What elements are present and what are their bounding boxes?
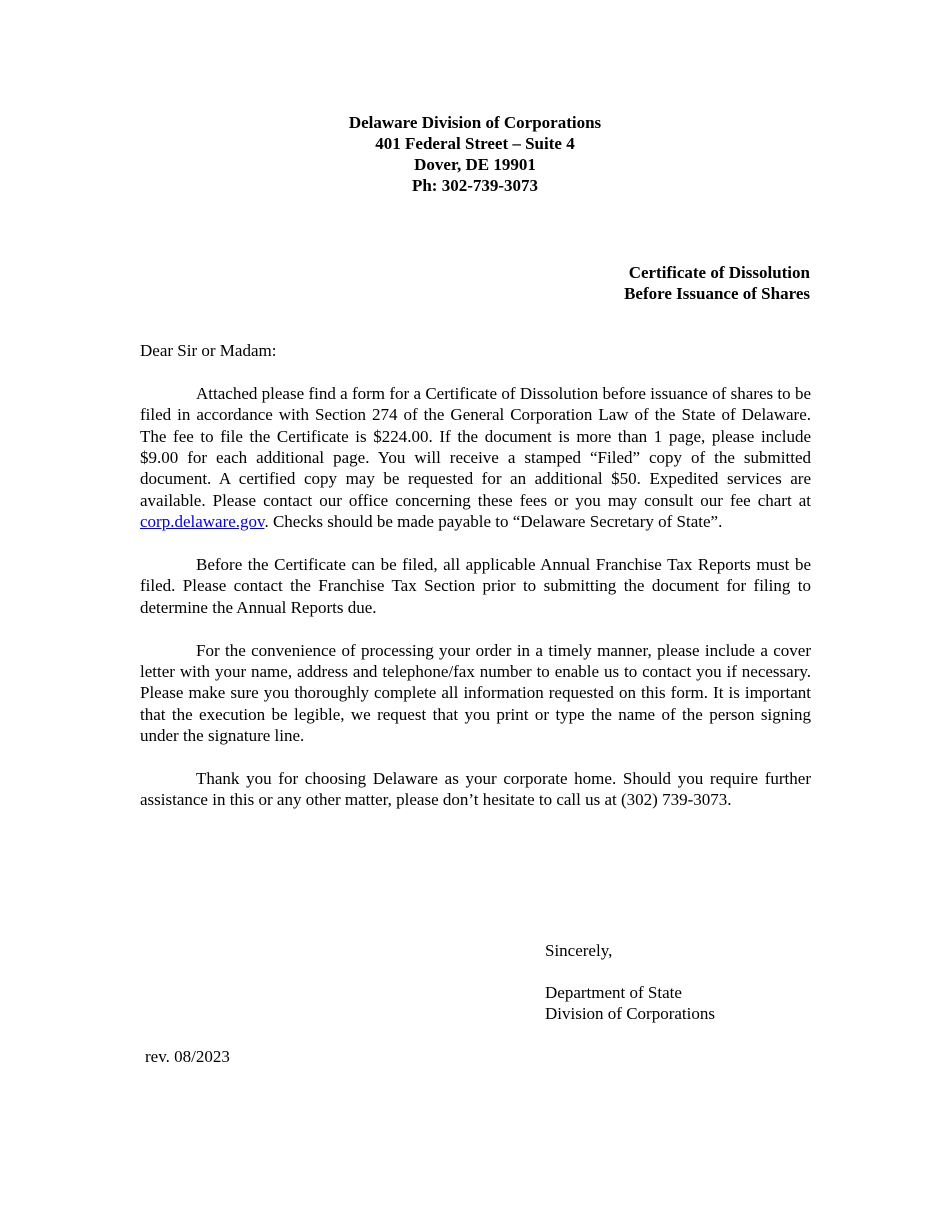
division-name: Division of Corporations <box>545 1004 715 1023</box>
letterhead-org: Delaware Division of Corporations <box>348 113 602 132</box>
letterhead-phone: Ph: 302-739-3073 <box>411 176 539 195</box>
department-name: Department of State <box>545 983 682 1002</box>
letterhead-street: 401 Federal Street – Suite 4 <box>375 134 575 153</box>
letterhead-city: Dover, DE 19901 <box>414 155 536 174</box>
salutation: Dear Sir or Madam: <box>140 341 277 360</box>
paragraph-fees <box>140 383 811 533</box>
sign-off: Sincerely, <box>545 941 613 960</box>
paragraph-franchise-tax: Before the Certificate can be filed, all applicable Annual Franchise Tax Reports must be filed. Please contact the Franchise Tax Section prior to submitting the document for filing to determine the Annual Reports due. <box>140 555 811 617</box>
title-line-1: Certificate of Dissolution <box>628 263 810 282</box>
paragraph-fees-text-2: . Checks should be made payable to “Delaware Secretary of State”. <box>264 512 723 532</box>
paragraph-fees-text-1: Attached please find a form for a Certificate of Dissolution before issuance of shares to be filed in accordance with Section 274 of the General Corporation Law of the State of Delaware. The fee to file the Certificate is $224.00. If the document is more than 1 page, please include $9.00 for each additional page. You will receive a stamped “Filed” copy of the submitted document. A certified copy may be requested for an additional $50. Expedited services are available. Please contact our office concerning these fees or you may consult our fee chart at <box>140 383 811 510</box>
title-line-2: Before Issuance of Shares <box>624 284 810 303</box>
paragraph-processing: For the convenience of processing your order in a timely manner, please include a cover letter with your name, address and telephone/fax number to enable us to contact you if necessary. Please make sure you thoroughly complete all information requested on this form. It is important that the execution be legible, we request that you print or type the name of the person signing under the signature line. <box>140 640 811 746</box>
corp-delaware-link[interactable]: corp.delaware.gov <box>140 512 265 532</box>
closing-spacer <box>545 961 715 982</box>
letterhead <box>0 112 950 196</box>
paragraph-thank-you: Thank you for choosing Delaware as your corporate home. Should you require further assistance in this or any other matter, please don’t hesitate to call us at (302) 739-3073. <box>140 769 811 810</box>
document-title <box>624 262 810 304</box>
closing-block <box>545 940 715 1024</box>
letter-body <box>140 340 811 832</box>
revision-date: rev. 08/2023 <box>145 1047 230 1066</box>
